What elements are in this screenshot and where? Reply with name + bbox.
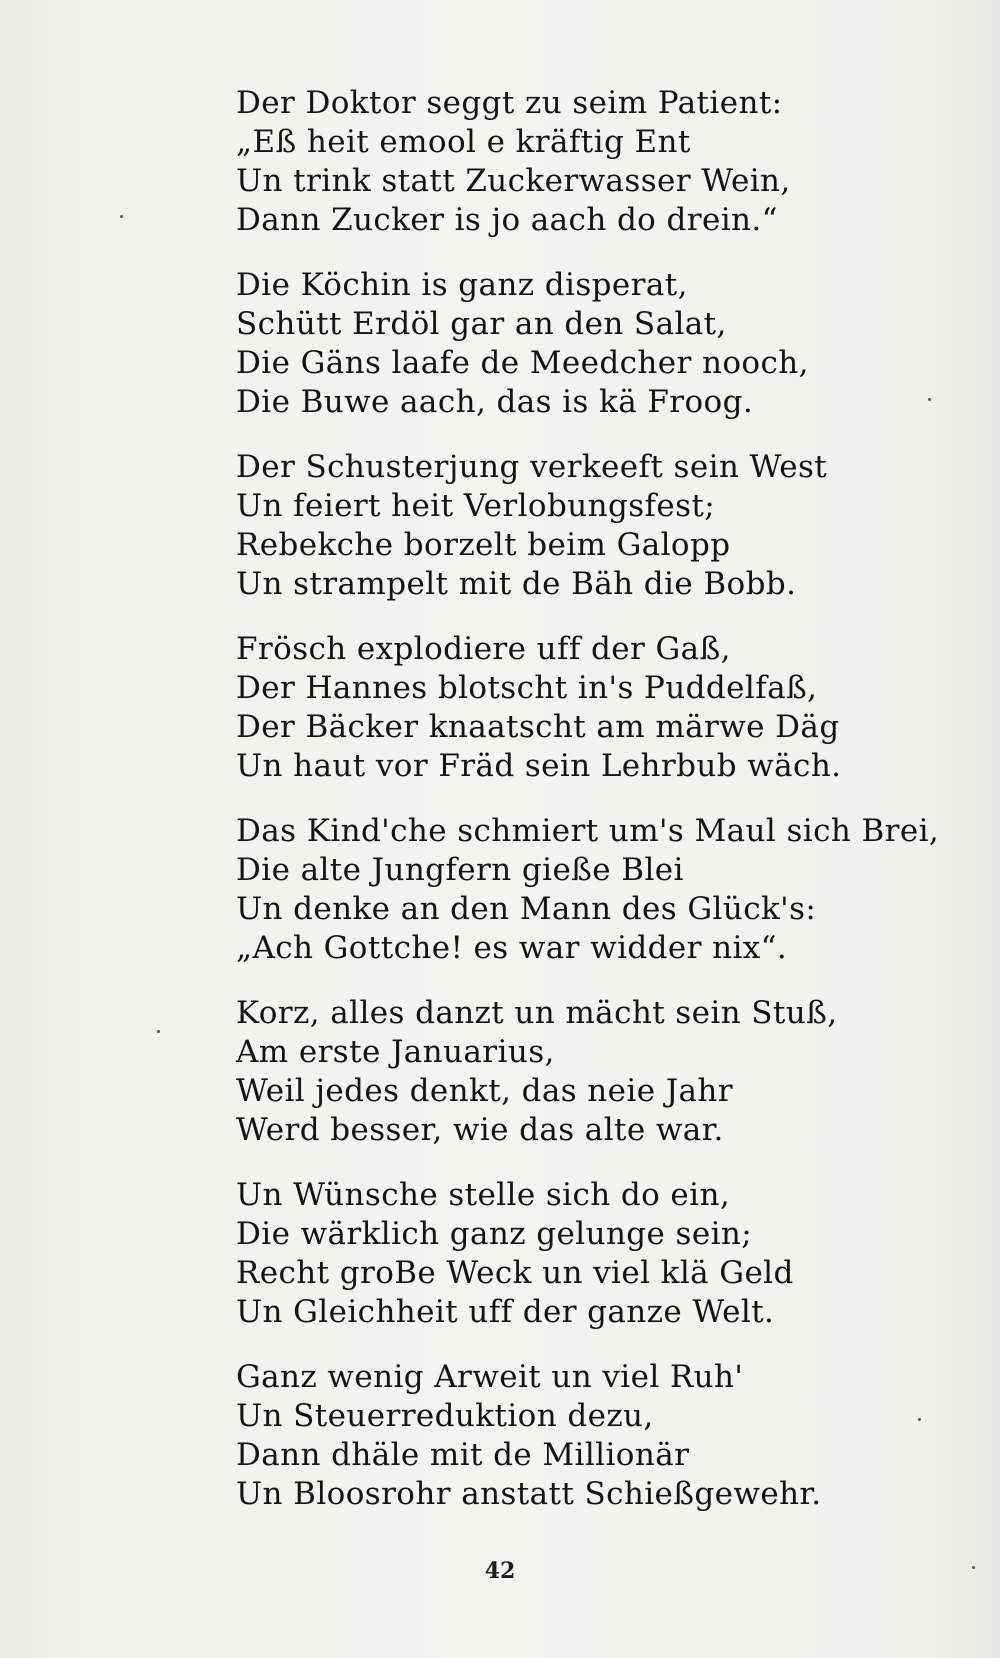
poem-line: „Eß heit emool e kräftig Ent [236, 124, 691, 160]
poem-line: Der Bäcker knaatscht am märwe Däg [236, 709, 840, 745]
poem-line: Der Schusterjung verkeeft sein West [236, 449, 828, 485]
poem [236, 84, 940, 1540]
print-speck [928, 398, 931, 401]
stanza-4 [236, 630, 936, 786]
poem-line: Am erste Januarius, [236, 1034, 555, 1070]
poem-line: Recht groBe Weck un viel klä Geld [236, 1255, 794, 1291]
poem-line: Un Steuerreduktion dezu, [236, 1398, 654, 1434]
poem-line: Dann Zucker is jo aach do drein.“ [236, 202, 778, 238]
poem-line: Ganz wenig Arweit un viel Ruh' [236, 1359, 744, 1395]
poem-line: Der Doktor seggt zu seim Patient: [236, 85, 783, 121]
poem-line: Un trink statt Zuckerwasser Wein, [236, 163, 791, 199]
print-speck [120, 215, 123, 218]
poem-line: Korz, alles danzt un mächt sein Stuß, [236, 995, 838, 1031]
poem-line: Un Gleichheit uff der ganze Welt. [236, 1294, 775, 1330]
poem-line: Dann dhäle mit de Millionär [236, 1437, 690, 1473]
poem-line: Un strampelt mit de Bäh die Bobb. [236, 566, 797, 602]
poem-line: Die Köchin is ganz disperat, [236, 267, 688, 303]
poem-line: Die Buwe aach, das is kä Froog. [236, 384, 754, 420]
poem-line: Die wärklich ganz gelunge sein; [236, 1216, 753, 1252]
print-speck [918, 1418, 921, 1421]
poem-line: Die alte Jungfern gieße Blei [236, 852, 684, 888]
poem-line: „Ach Gottche! es war widder nix“. [236, 930, 788, 966]
stanza-5 [236, 812, 940, 968]
poem-line: Un haut vor Fräd sein Lehrbub wäch. [236, 748, 842, 784]
poem-line: Schütt Erdöl gar an den Salat, [236, 306, 727, 342]
page-number: 42 [484, 1558, 516, 1584]
stanza-3 [236, 448, 936, 604]
poem-line: Die Gäns laafe de Meedcher nooch, [236, 345, 809, 381]
stanza-6 [236, 994, 936, 1150]
poem-line: Un feiert heit Verlobungsfest; [236, 488, 716, 524]
poem-line: Rebekche borzelt beim Galopp [236, 527, 731, 563]
poem-line: Werd besser, wie das alte war. [236, 1112, 724, 1148]
poem-line: Un Wünsche stelle sich do ein, [236, 1177, 731, 1213]
poem-line: Das Kind'che schmiert um's Maul sich Brei, [236, 813, 940, 849]
poem-line: Un denke an den Mann des Glück's: [236, 891, 817, 927]
print-speck [972, 1566, 975, 1569]
poem-line: Frösch explodiere uff der Gaß, [236, 631, 731, 667]
stanza-7 [236, 1176, 936, 1332]
stanza-2 [236, 266, 936, 422]
poem-line: Weil jedes denkt, das neie Jahr [236, 1073, 733, 1109]
poem-line: Der Hannes blotscht in's Puddelfaß, [236, 670, 818, 706]
stanza-1 [236, 84, 936, 240]
stanza-8 [236, 1358, 936, 1514]
poem-line: Un Bloosrohr anstatt Schießgewehr. [236, 1476, 822, 1512]
print-speck [157, 1030, 160, 1033]
